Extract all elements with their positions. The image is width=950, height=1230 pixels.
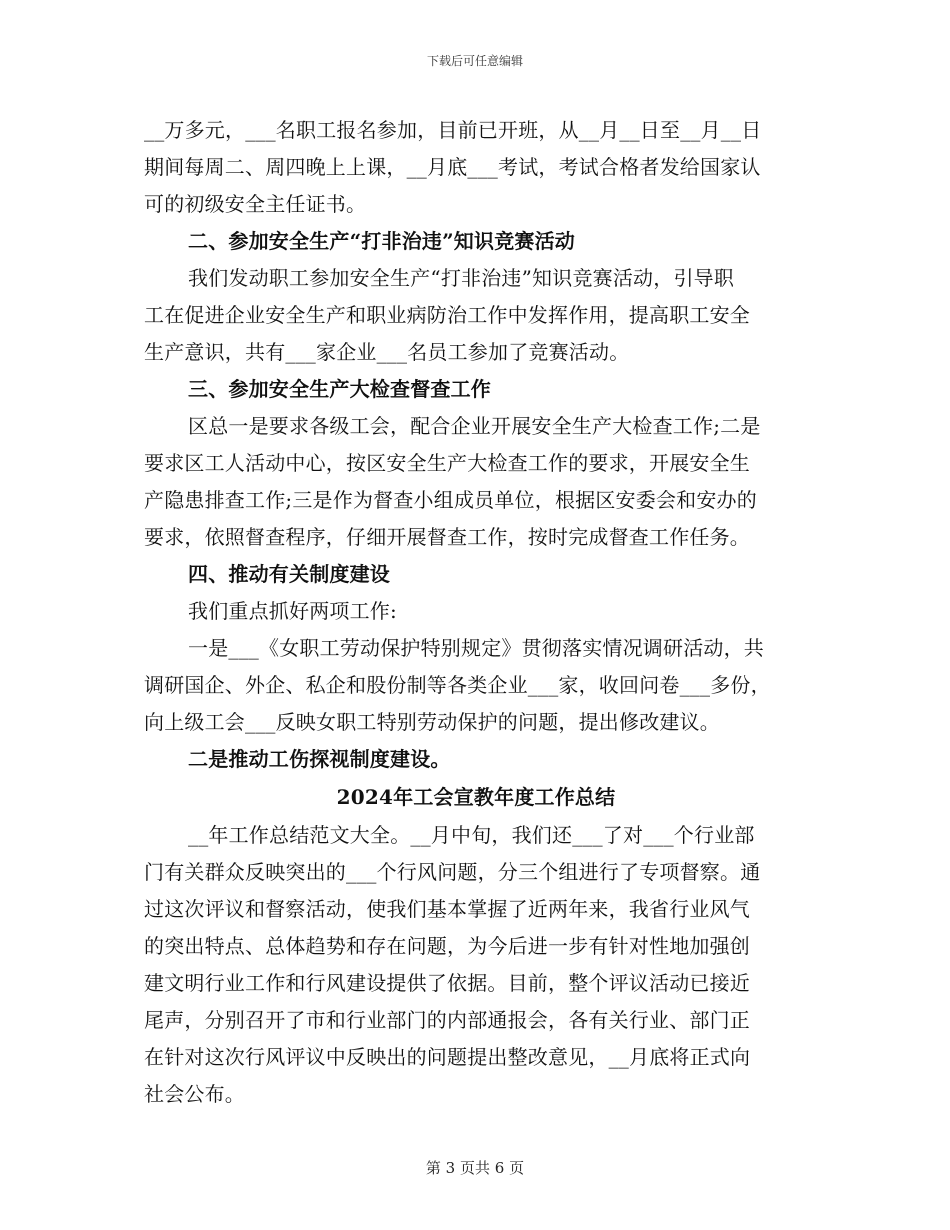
paragraph-line: 向上级工会___反映女职工特别劳动保护的问题，提出修改建议。 [144,710,720,734]
paragraph-line: 的突出特点、总体趋势和存在问题，为今后进一步有针对性地加强创 [144,934,750,958]
paragraph-line: 在针对这次行风评议中反映出的问题提出整改意见，__月底将正式向 [144,1045,751,1069]
paragraph-line: 要求，依照督查程序，仔细开展督查工作，按时完成督查工作任务。 [144,525,750,549]
paragraph-line: 社会公布。 [144,1082,245,1106]
paragraph-line: 过这次评议和督察活动，使我们基本掌握了近两年来，我省行业风气 [144,897,750,921]
paragraph-line: 尾声，分别召开了市和行业部门的内部通报会，各有关行业、部门正 [144,1008,750,1032]
paragraph-line: 产隐患排查工作;三是作为督查小组成员单位，根据区安委会和安办的 [144,488,757,512]
page-footer: 第 3 页共 6 页 [425,1159,525,1177]
paragraph-line: 工在促进企业安全生产和职业病防治工作中发挥作用，提高职工安全 [144,303,750,327]
section-heading: 三、参加安全生产大检查督查工作 [188,377,491,401]
section-heading: 四、推动有关制度建设 [188,562,390,586]
section-heading: 二、参加安全生产“打非治违”知识竞赛活动 [188,229,576,253]
paragraph-line: __万多元，___名职工报名参加，目前已开班，从__月__日至__月__日 [144,118,762,142]
paragraph-line: 我们发动职工参加安全生产“打非治违”知识竞赛活动，引导职 [188,266,735,290]
paragraph-line: 门有关群众反映突出的___个行风问题，分三个组进行了专项督察。通 [144,860,761,884]
document-title: 2024年工会宣教年度工作总结 [336,785,616,809]
paragraph-line: __年工作总结范文大全。__月中旬，我们还___了对___个行业部 [188,823,755,847]
paragraph-line: 区总一是要求各级工会，配合企业开展安全生产大检查工作;二是 [188,414,761,438]
paragraph-line: 期间每周二、周四晚上上课，__月底___考试，考试合格者发给国家认 [144,155,761,179]
paragraph-line: 调研国企、外企、私企和股份制等各类企业___家，收回问卷___多份， [144,673,771,697]
section-heading: 二是推动工伤探视制度建设。 [188,747,451,771]
paragraph-line: 可的初级安全主任证书。 [144,192,367,216]
paragraph-line: 建文明行业工作和行风建设提供了依据。目前，整个评议活动已接近 [144,971,750,995]
page-header: 下载后可任意编辑 [426,54,523,68]
paragraph-line: 要求区工人活动中心，按区安全生产大检查工作的要求，开展安全生 [144,451,750,475]
paragraph-line: 我们重点抓好两项工作: [188,599,397,623]
paragraph-line: 生产意识，共有___家企业___名员工参加了竞赛活动。 [144,340,630,364]
paragraph-line: 一是___《女职工劳动保护特别规定》贯彻落实情况调研活动，共 [188,636,764,660]
document-body [144,112,808,1113]
